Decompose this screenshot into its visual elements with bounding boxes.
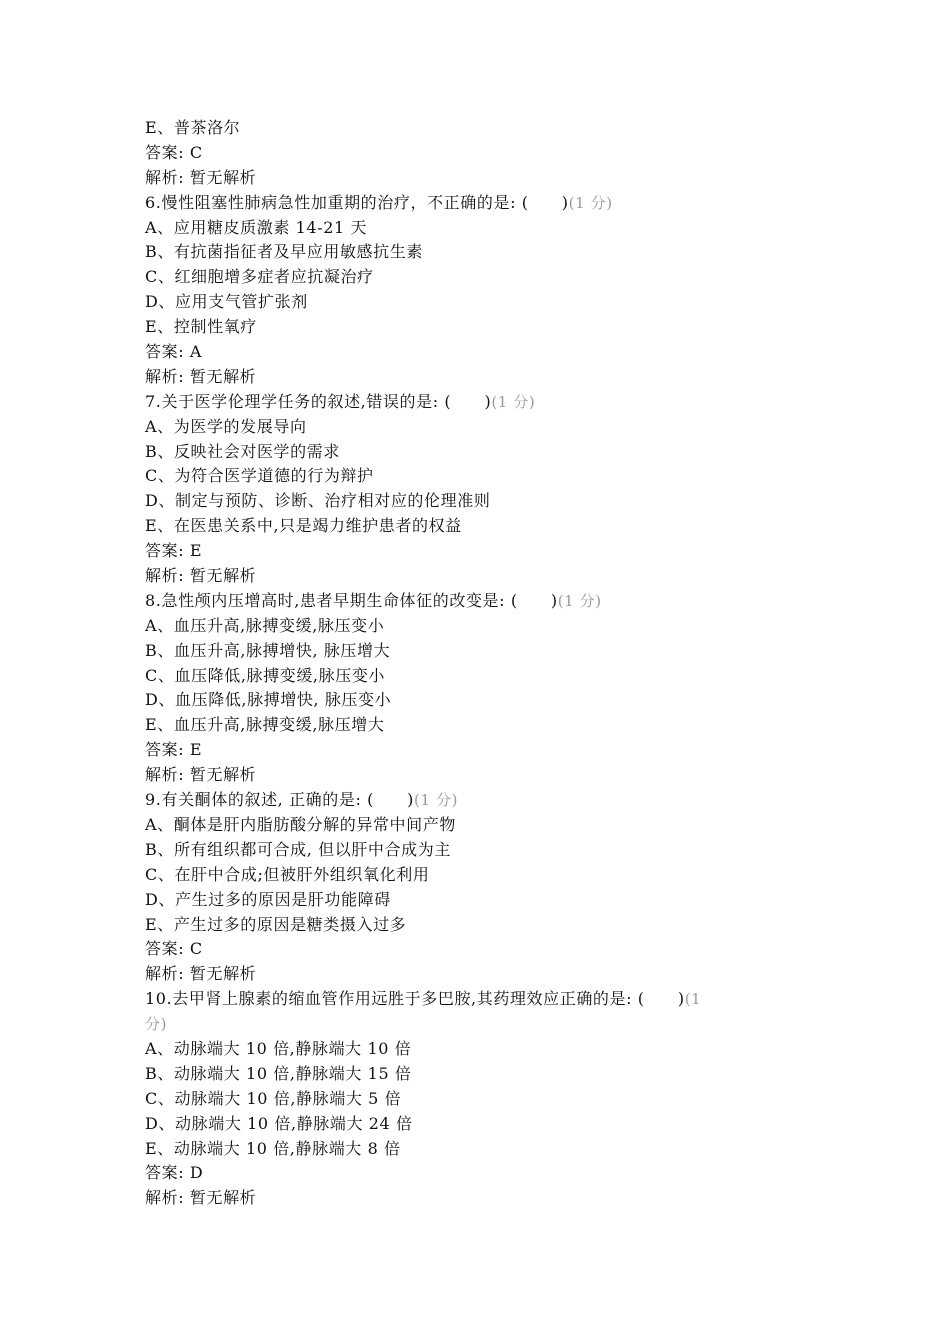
q9-option-a: A、酮体是肝内脂肪酸分解的异常中间产物 (145, 814, 456, 834)
exam-page (145, 116, 805, 1211)
q7-option-d: D、制定与预防、诊断、治疗相对应的伦理准则 (145, 491, 491, 511)
q6-stem-text: 6.慢性阻塞性肺病急性加重期的治疗，不正确的是: ( ) (145, 192, 569, 212)
q10-score-part2: 分) (145, 1015, 168, 1034)
q10-analysis: 解析: 暂无解析 (145, 1188, 257, 1208)
q10-answer: 答案: D (145, 1163, 204, 1183)
q7-answer: 答案: E (145, 541, 203, 561)
q6-analysis: 解析: 暂无解析 (145, 366, 257, 386)
q8-stem (145, 589, 805, 614)
q8-option-b: B、血压升高,脉搏增快, 脉压增大 (145, 640, 391, 660)
q6-option-a: A、应用糖皮质激素 14-21 天 (145, 217, 368, 237)
q6-option-b: B、有抗菌指征者及早应用敏感抗生素 (145, 242, 423, 262)
q8-score: (1 分) (557, 591, 602, 610)
q8-option-d: D、血压降低,脉搏增快, 脉压变小 (145, 690, 392, 710)
q7-stem (145, 390, 805, 415)
q6-option-d: D、应用支气管扩张剂 (145, 292, 308, 312)
q7-option-b: B、反映社会对医学的需求 (145, 441, 340, 461)
q7-score: (1 分) (491, 392, 536, 411)
q10-option-a: A、动脉端大 10 倍,静脉端大 10 倍 (145, 1038, 412, 1058)
q6-answer: 答案: A (145, 342, 203, 362)
q10-score-part1: (1 (684, 990, 702, 1009)
q10-stem-text: 10.去甲肾上腺素的缩血管作用远胜于多巴胺,其药理效应正确的是: ( ) (145, 989, 685, 1009)
q7-analysis: 解析: 暂无解析 (145, 566, 257, 586)
q6-option-c: C、红细胞增多症者应抗凝治疗 (145, 267, 374, 287)
q10-option-b: B、动脉端大 10 倍,静脉端大 15 倍 (145, 1063, 412, 1083)
q9-option-e: E、产生过多的原因是糖类摄入过多 (145, 914, 407, 934)
q10-stem-wrap (145, 1012, 805, 1037)
q8-option-a: A、血压升高,脉搏变缓,脉压变小 (145, 615, 385, 635)
q8-option-c: C、血压降低,脉搏变缓,脉压变小 (145, 665, 386, 685)
q10-option-e: E、动脉端大 10 倍,静脉端大 8 倍 (145, 1138, 401, 1158)
q9-stem-text: 9.有关酮体的叙述, 正确的是: ( ) (145, 790, 414, 810)
q10-stem (145, 987, 805, 1012)
q8-option-e: E、血压升高,脉搏变缓,脉压增大 (145, 715, 385, 735)
q9-option-b: B、所有组织都可合成, 但以肝中合成为主 (145, 839, 451, 859)
q6-score: (1 分) (568, 193, 613, 212)
q5-option-e: E、普茶洛尔 (145, 118, 241, 137)
q9-stem (145, 788, 805, 813)
q6-option-e: E、控制性氧疗 (145, 317, 257, 337)
q9-option-c: C、在肝中合成;但被肝外组织氧化利用 (145, 864, 430, 884)
q10-option-d: D、动脉端大 10 倍,静脉端大 24 倍 (145, 1113, 413, 1133)
q9-score: (1 分) (414, 791, 459, 810)
q7-option-c: C、为符合医学道德的行为辩护 (145, 466, 374, 486)
q9-answer: 答案: C (145, 939, 203, 959)
q7-stem-text: 7.关于医学伦理学任务的叙述,错误的是: ( ) (145, 391, 492, 411)
q8-analysis: 解析: 暂无解析 (145, 765, 257, 785)
q5-answer: 答案: C (145, 142, 203, 162)
q7-option-e: E、在医患关系中,只是竭力维护患者的权益 (145, 516, 462, 536)
q8-stem-text: 8.急性颅内压增高时,患者早期生命体征的改变是: ( ) (145, 590, 558, 610)
q9-analysis: 解析: 暂无解析 (145, 964, 257, 984)
q5-analysis: 解析: 暂无解析 (145, 167, 257, 187)
q8-answer: 答案: E (145, 740, 203, 760)
q9-option-d: D、产生过多的原因是肝功能障碍 (145, 889, 391, 909)
q10-option-c: C、动脉端大 10 倍,静脉端大 5 倍 (145, 1088, 402, 1108)
q6-stem (145, 191, 805, 216)
q7-option-a: A、为医学的发展导向 (145, 416, 307, 436)
